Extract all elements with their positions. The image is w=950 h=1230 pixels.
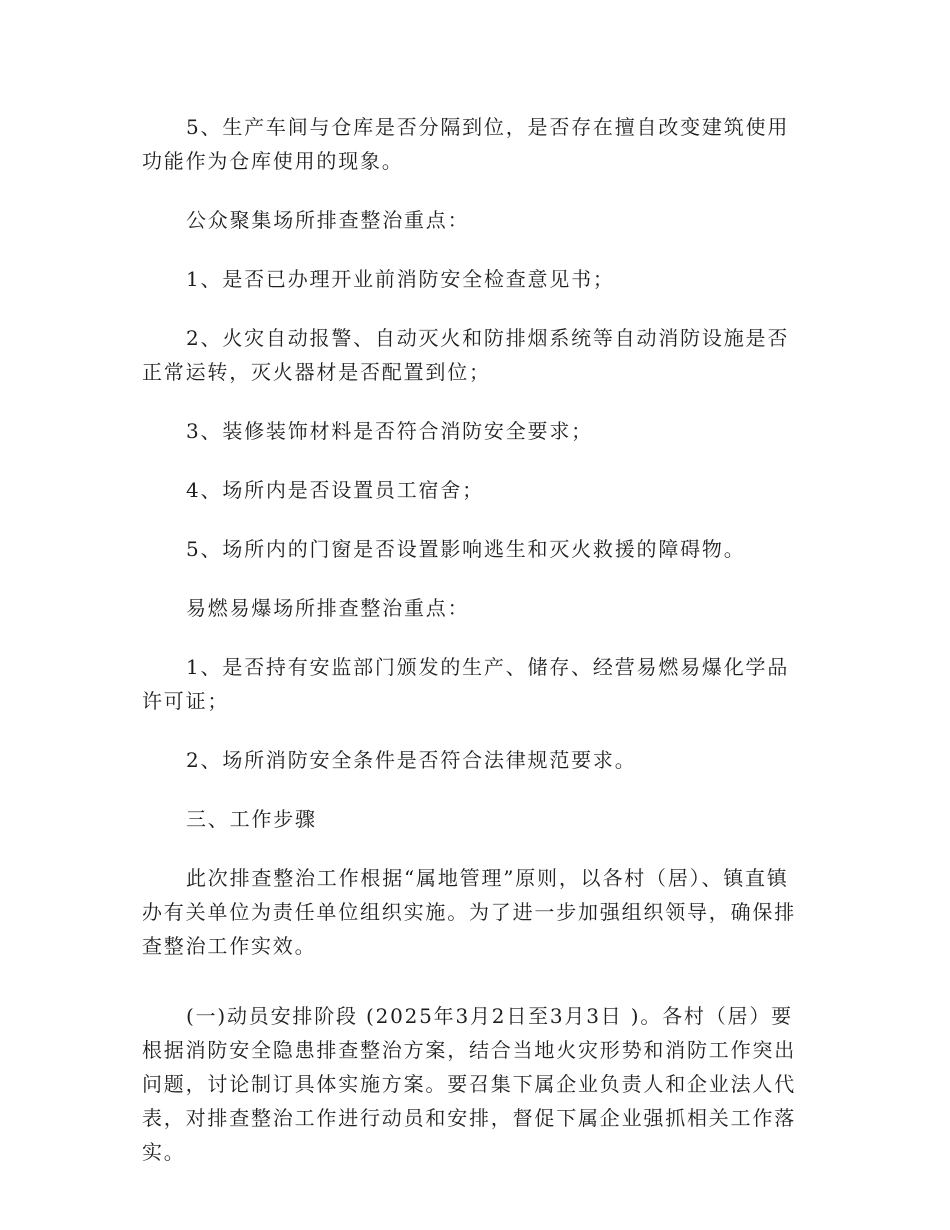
paragraph-public-3: 3、装修装饰材料是否符合消防安全要求；	[186, 419, 593, 443]
heading-flammable-venues: 易燃易爆场所排查整治重点：	[186, 596, 470, 620]
paragraph-public-4: 4、场所内是否设置员工宿舍；	[186, 478, 484, 502]
paragraph-workshop-warehouse: 5、生产车间与仓库是否分隔到位，是否存在擅自改变建筑使用功能作为仓库使用的现象。	[142, 115, 790, 173]
paragraph-flammable-1: 1、是否持有安监部门颁发的生产、储存、经营易燃易爆化学品许可证；	[142, 655, 790, 713]
heading-public-venues: 公众聚集场所排查整治重点：	[186, 208, 470, 232]
paragraph-public-2: 2、火灾自动报警、自动灭火和防排烟系统等自动消防设施是否正常运转，灭火器材是否配置到位；	[142, 326, 790, 384]
paragraph-public-5: 5、场所内的门窗是否设置影响逃生和灭火救援的障碍物。	[186, 537, 746, 561]
paragraph-territorial-management: 此次排查整治工作根据“属地管理”原则，以各村（居）、镇直镇办有关单位为责任单位组织实施。为了进一步加强组织领导，确保排查整治工作实效。	[142, 866, 796, 958]
section-heading-work-steps: 三、工作步骤	[186, 807, 317, 831]
paragraph-mobilization-stage: (一)动员安排阶段 (2025年3月2日至3月3日 )。各村（居）要根据消防安全隐患排查整治方案，结合当地火灾形势和消防工作突出问题，讨论制订具体实施方案。要召集下属企业负责人和企业法人代表，对排查整治工作进行动员和安排，督促下属企业强抓相关工作落实。	[142, 1004, 796, 1164]
paragraph-public-1: 1、是否已办理开业前消防安全检查意见书；	[186, 267, 615, 291]
paragraph-flammable-2: 2、场所消防安全条件是否符合法律规范要求。	[186, 748, 637, 772]
document-body	[142, 110, 808, 1169]
